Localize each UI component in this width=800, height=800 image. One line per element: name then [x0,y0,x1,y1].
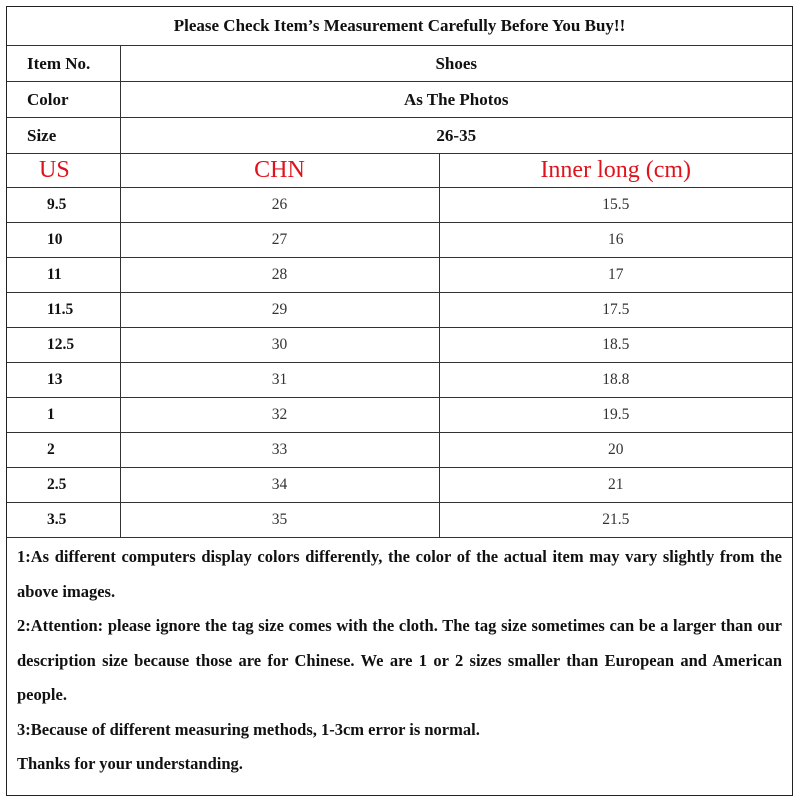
cell-us: 2 [7,433,120,468]
info-row-size [7,118,792,154]
cell-us: 3.5 [7,503,120,538]
measurement-table [7,7,792,538]
table-row [7,503,792,538]
cell-chn: 27 [120,223,439,258]
cell-chn: 35 [120,503,439,538]
table-row [7,468,792,503]
cell-inner-long: 21 [439,468,792,503]
note-line: 1:As different computers display colors differently, the color of the actual item may vary slightly from the above images. [17,547,782,601]
table-row [7,293,792,328]
page-title: Please Check Item’s Measurement Carefully Before You Buy!! [7,7,792,46]
info-row-item [7,46,792,82]
cell-us: 2.5 [7,468,120,503]
column-header-inner-long: Inner long (cm) [439,154,792,188]
info-row-color [7,82,792,118]
notes-section [7,538,792,782]
cell-us: 11 [7,258,120,293]
cell-inner-long: 17 [439,258,792,293]
cell-chn: 31 [120,363,439,398]
cell-us: 13 [7,363,120,398]
column-header-us: US [7,154,120,188]
cell-inner-long: 21.5 [439,503,792,538]
cell-inner-long: 18.8 [439,363,792,398]
cell-chn: 34 [120,468,439,503]
cell-chn: 29 [120,293,439,328]
size-chart [6,6,793,796]
note-line: 2:Attention: please ignore the tag size comes with the cloth. The tag size sometimes can be a larger than our description size because those are for Chinese. We are 1 or 2 sizes smaller than European and American people. [17,616,782,704]
cell-chn: 30 [120,328,439,363]
info-label: Item No. [7,46,120,82]
info-value: As The Photos [120,82,792,118]
table-row [7,188,792,223]
info-value: 26-35 [120,118,792,154]
cell-inner-long: 18.5 [439,328,792,363]
table-row [7,398,792,433]
column-header-row [7,154,792,188]
cell-us: 1 [7,398,120,433]
cell-inner-long: 16 [439,223,792,258]
title-row [7,7,792,46]
column-header-chn: CHN [120,154,439,188]
cell-us: 10 [7,223,120,258]
info-label: Color [7,82,120,118]
cell-chn: 33 [120,433,439,468]
table-row [7,258,792,293]
info-label: Size [7,118,120,154]
info-value: Shoes [120,46,792,82]
note-line: Thanks for your understanding. [17,754,243,773]
cell-chn: 26 [120,188,439,223]
cell-chn: 28 [120,258,439,293]
cell-us: 12.5 [7,328,120,363]
cell-chn: 32 [120,398,439,433]
cell-us: 11.5 [7,293,120,328]
table-row [7,223,792,258]
cell-inner-long: 17.5 [439,293,792,328]
cell-inner-long: 15.5 [439,188,792,223]
cell-inner-long: 19.5 [439,398,792,433]
cell-us: 9.5 [7,188,120,223]
table-row [7,433,792,468]
table-row [7,328,792,363]
cell-inner-long: 20 [439,433,792,468]
note-line: 3:Because of different measuring methods, 1-3cm error is normal. [17,719,480,739]
table-row [7,363,792,398]
